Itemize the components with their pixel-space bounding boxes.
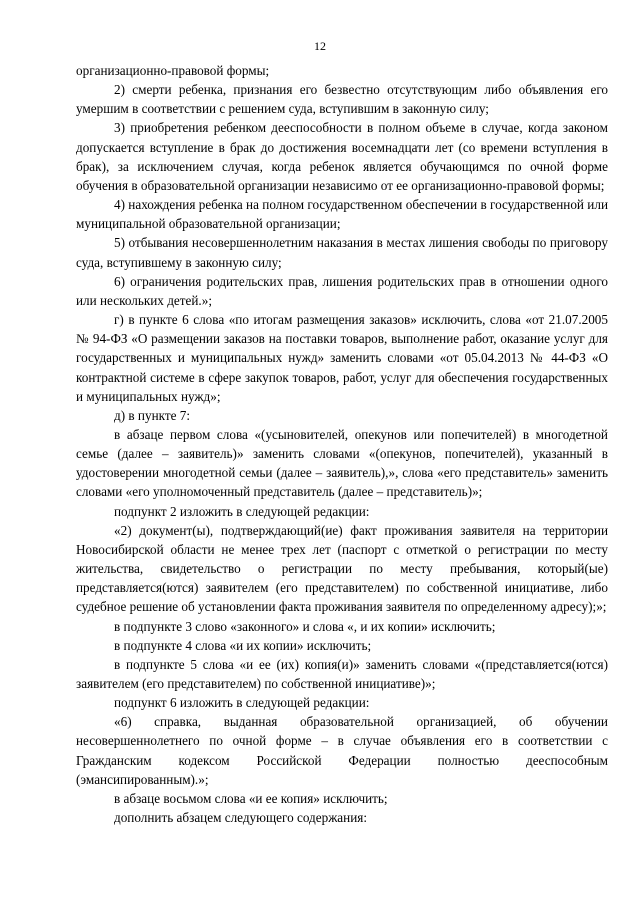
paragraph: в подпункте 5 слова «и ее (их) копия(и)» заменить словами «(представляется(ются) заявителем (его представителем) по собственной инициативе)»; (76, 656, 608, 691)
paragraph: организационно-правовой формы; (76, 63, 270, 78)
paragraph: 6) ограничения родительских прав, лишения родительских прав в отношении одного или нескольких детей.»; (76, 273, 608, 308)
paragraph: в абзаце восьмом слова «и ее копия» исключить; (114, 790, 388, 806)
paragraph: в подпункте 3 слово «законного» и слова «, и их копии» исключить; (114, 618, 496, 634)
paragraph: в абзаце первом слова «(усыновителей, опекунов или попечителей) в многодетной семье (далее – заявитель)» заменить словами «(опекунов, попечителей), указанный в удостоверении многодетной семьи (далее – заявитель),», слова «его представитель» заменить словами «его уполномоченный представитель (далее – представитель)»; (76, 426, 608, 500)
paragraph: 4) нахождения ребенка на полном государственном обеспечении в государственной или муниципальной образовательной организации; (76, 197, 608, 232)
paragraph: подпункт 6 изложить в следующей редакции: (114, 695, 370, 711)
page-number: 12 (314, 39, 326, 53)
paragraph: в подпункте 4 слова «и их копии» исключить; (114, 637, 372, 653)
paragraph: «6) справка, выданная образовательной организацией, об обучении несовершеннолетнего по очной форме – в случае объявления его в соответствии с Гражданским кодексом Российской Федерации полностью дееспособным (эмансипированным).»; (76, 714, 608, 787)
document-body (76, 61, 608, 827)
paragraph: 5) отбывания несовершеннолетним наказания в местах лишения свободы по приговору суда, вступившему в законную силу; (76, 235, 608, 270)
paragraph: д) в пункте 7: (114, 407, 191, 423)
paragraph: 2) смерти ребенка, признания его безвестно отсутствующим либо объявления его умершим в соответствии с решением суда, вступившим в законную силу; (76, 82, 608, 117)
paragraph: 3) приобретения ребенком дееспособности в полном объеме в случае, когда законом допускается вступление в брак до достижения восемнадцати лет (со времени вступления в брак), за исключением случая, когда ребенок является обучающимся по очной форме обучения в образовательной организации независимо от ее организационно-правовой формы; (76, 120, 608, 193)
paragraph: «2) документ(ы), подтверждающий(ие) факт проживания заявителя на территории Новосибирской области не менее трех лет (паспорт с отметкой о регистрации по месту жительства, свидетельство о регистрации по месту пребывания, который(ые) представляется(ются) заявителем (его представителем) по собственной инициативе, либо судебное решение об установлении факта проживания заявителя по определенному адресу);»; (76, 522, 608, 615)
paragraph: дополнить абзацем следующего содержания: (114, 810, 368, 826)
paragraph: г) в пункте 6 слова «по итогам размещения заказов» исключить, слова «от 21.07.2005 № 94-ФЗ «О размещении заказов на поставки товаров, выполнение работ, оказание услуг для государственных и муниципальных нужд» заменить словами «от 05.04.2013 № 44-ФЗ «О контрактной системе в сфере закупок товаров, работ, услуг для обеспечения государственных и муниципальных нужд»; (76, 312, 608, 404)
paragraph: подпункт 2 изложить в следующей редакции: (114, 503, 370, 519)
